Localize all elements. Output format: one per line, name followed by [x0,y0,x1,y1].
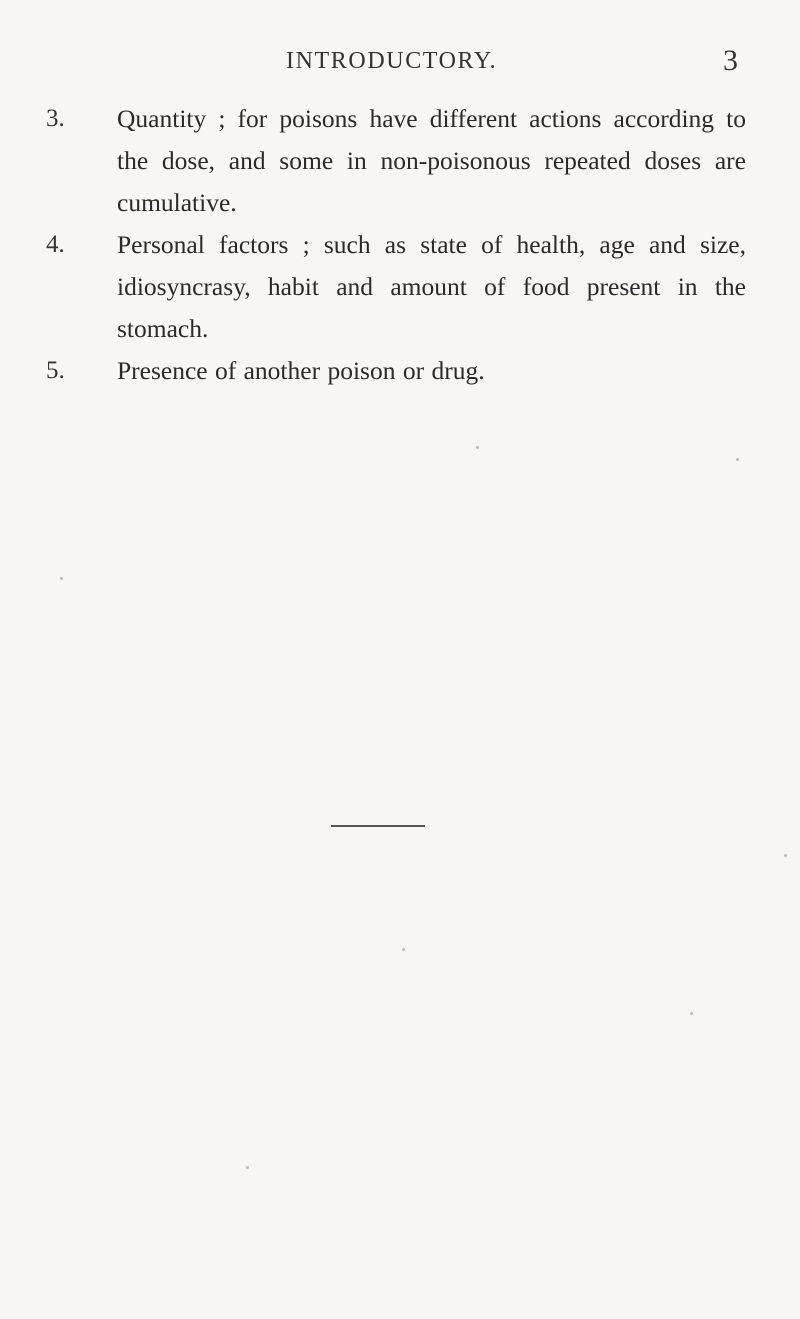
list-item-number: 3. [46,105,65,132]
running-title: INTRODUCTORY. [286,48,498,74]
running-head [0,44,800,78]
paper-speck [690,1012,693,1015]
paper-speck [476,446,479,449]
section-end-rule [331,825,425,827]
page-number: 3 [723,44,738,77]
list-item-text: Quantity ; for poisons have different actions according to the dose, and some in non-poisonous repeated doses are cumulative. [117,104,746,217]
paper-speck [402,948,405,951]
list-item-number: 5. [46,357,65,384]
paper-speck [246,1166,249,1169]
list-item [46,224,746,350]
list-item-text: Personal factors ; such as state of health, age and size, idiosyncrasy, habit and amount of food present in the stomach. [117,230,746,343]
numbered-list [46,98,746,392]
list-item-number: 4. [46,231,65,258]
paper-speck [736,458,739,461]
list-item-text: Presence of another poison or drug. [117,356,485,385]
paper-speck [784,854,787,857]
list-item [46,98,746,224]
paper-speck [60,577,63,580]
list-item [46,350,746,392]
